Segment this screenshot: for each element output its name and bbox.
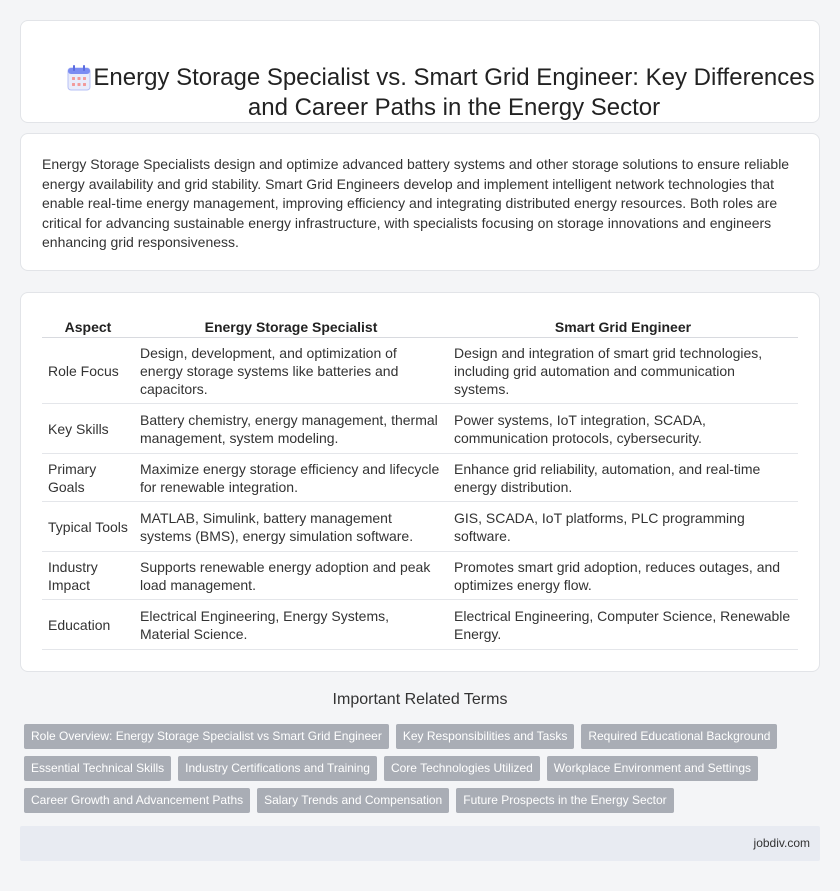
related-terms-title: Important Related Terms bbox=[332, 691, 508, 708]
specialist-cell: Design, development, and optimization of energy storage systems like batteries and capacitors. bbox=[134, 338, 448, 404]
tag-row bbox=[24, 756, 814, 781]
intro-paragraph: Energy Storage Specialists design and optimize advanced battery systems and other storage solutions to ensure reliable energy availability and grid stability. Smart Grid Engineers develop and implement intelligent network technologies that enable real-time energy management, improving efficiency and integrating distributed energy resources. Both roles are critical for advancing sustainable energy infrastructure, with specialists focusing on storage innovations and engineers enhancing grid responsiveness. bbox=[42, 156, 790, 251]
intro-card bbox=[20, 133, 820, 271]
footer-site-link[interactable]: jobdiv.com bbox=[753, 836, 810, 850]
specialist-cell: MATLAB, Simulink, battery management systems (BMS), energy simulation software. bbox=[134, 502, 448, 552]
comparison-table bbox=[42, 316, 798, 650]
tag-salary-trends[interactable]: Salary Trends and Compensation bbox=[257, 788, 449, 813]
tag-educational-background[interactable]: Required Educational Background bbox=[581, 724, 777, 749]
aspect-cell: Primary Goals bbox=[42, 454, 134, 502]
engineer-cell: Electrical Engineering, Computer Science, Renewable Energy. bbox=[448, 600, 798, 650]
table-row bbox=[42, 454, 798, 502]
table-row bbox=[42, 600, 798, 650]
engineer-cell: GIS, SCADA, IoT platforms, PLC programming software. bbox=[448, 502, 798, 552]
specialist-cell: Maximize energy storage efficiency and lifecycle for renewable integration. bbox=[134, 454, 448, 502]
aspect-cell: Key Skills bbox=[42, 404, 134, 454]
tag-career-growth[interactable]: Career Growth and Advancement Paths bbox=[24, 788, 250, 813]
engineer-cell: Design and integration of smart grid technologies, including grid automation and communication systems. bbox=[448, 338, 798, 404]
aspect-cell: Typical Tools bbox=[42, 502, 134, 552]
header-energy-storage-specialist: Energy Storage Specialist bbox=[134, 316, 448, 338]
table-row bbox=[42, 552, 798, 600]
table-row bbox=[42, 404, 798, 454]
tag-future-prospects[interactable]: Future Prospects in the Energy Sector bbox=[456, 788, 673, 813]
title-card bbox=[20, 20, 820, 123]
tag-core-technologies[interactable]: Core Technologies Utilized bbox=[384, 756, 540, 781]
engineer-cell: Enhance grid reliability, automation, and real-time energy distribution. bbox=[448, 454, 798, 502]
specialist-cell: Electrical Engineering, Energy Systems, Material Science. bbox=[134, 600, 448, 650]
aspect-cell: Industry Impact bbox=[42, 552, 134, 600]
tag-technical-skills[interactable]: Essential Technical Skills bbox=[24, 756, 171, 781]
header-aspect: Aspect bbox=[42, 316, 134, 338]
footer bbox=[20, 826, 820, 861]
engineer-cell: Promotes smart grid adoption, reduces outages, and optimizes energy flow. bbox=[448, 552, 798, 600]
comparison-table-card bbox=[20, 292, 820, 672]
specialist-cell: Supports renewable energy adoption and peak load management. bbox=[134, 552, 448, 600]
page-title: Energy Storage Specialist vs. Smart Grid Engineer: Key Differences and Career Paths in the Energy Sector bbox=[93, 64, 815, 121]
header-smart-grid-engineer: Smart Grid Engineer bbox=[448, 316, 798, 338]
tag-certifications[interactable]: Industry Certifications and Training bbox=[178, 756, 377, 781]
related-terms-tags bbox=[24, 724, 814, 820]
specialist-cell: Battery chemistry, energy management, thermal management, system modeling. bbox=[134, 404, 448, 454]
calendar-icon bbox=[67, 65, 91, 91]
table-row bbox=[42, 502, 798, 552]
tag-workplace-environment[interactable]: Workplace Environment and Settings bbox=[547, 756, 758, 781]
tag-key-responsibilities[interactable]: Key Responsibilities and Tasks bbox=[396, 724, 575, 749]
aspect-cell: Education bbox=[42, 600, 134, 650]
aspect-cell: Role Focus bbox=[42, 338, 134, 404]
tag-row bbox=[24, 788, 814, 813]
engineer-cell: Power systems, IoT integration, SCADA, communication protocols, cybersecurity. bbox=[448, 404, 798, 454]
tag-role-overview[interactable]: Role Overview: Energy Storage Specialist vs Smart Grid Engineer bbox=[24, 724, 389, 749]
table-header-row bbox=[42, 316, 798, 338]
tag-row bbox=[24, 724, 814, 749]
table-row bbox=[42, 338, 798, 404]
